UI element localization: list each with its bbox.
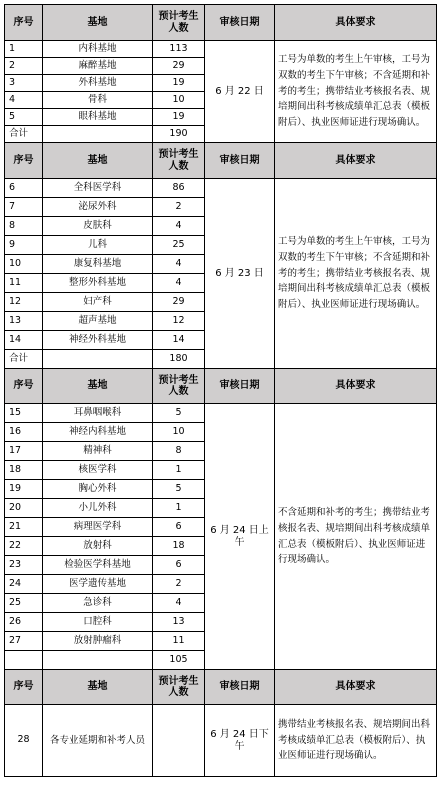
base-cell: 口腔科 bbox=[43, 613, 153, 632]
base-cell: 精神科 bbox=[43, 442, 153, 461]
count-cell: 4 bbox=[153, 274, 205, 293]
base-cell: 神经外科基地 bbox=[43, 331, 153, 350]
count-cell: 4 bbox=[153, 255, 205, 274]
table-header-row bbox=[5, 5, 437, 41]
seq-cell: 15 bbox=[5, 404, 43, 423]
seq-cell: 22 bbox=[5, 537, 43, 556]
base-cell: 儿科 bbox=[43, 236, 153, 255]
count-cell: 4 bbox=[153, 594, 205, 613]
table-row bbox=[5, 41, 437, 58]
base-cell: 超声基地 bbox=[43, 312, 153, 331]
header-requirement: 具体要求 bbox=[275, 5, 437, 41]
table-row bbox=[5, 179, 437, 198]
seq-cell: 11 bbox=[5, 274, 43, 293]
count-cell: 86 bbox=[153, 179, 205, 198]
base-cell: 妇产科 bbox=[43, 293, 153, 312]
base-cell: 麻醉基地 bbox=[43, 58, 153, 75]
count-cell: 5 bbox=[153, 404, 205, 423]
header-requirement: 具体要求 bbox=[275, 143, 437, 179]
seq-cell: 19 bbox=[5, 480, 43, 499]
count-cell: 29 bbox=[153, 58, 205, 75]
seq-cell: 24 bbox=[5, 575, 43, 594]
header-requirement: 具体要求 bbox=[275, 369, 437, 404]
header-count: 预计考生人数 bbox=[153, 369, 205, 404]
base-cell: 医学遗传基地 bbox=[43, 575, 153, 594]
base-cell: 康复科基地 bbox=[43, 255, 153, 274]
seq-cell: 7 bbox=[5, 198, 43, 217]
count-cell: 113 bbox=[153, 41, 205, 58]
header-base: 基地 bbox=[43, 143, 153, 179]
base-cell: 泌尿外科 bbox=[43, 198, 153, 217]
header-requirement: 具体要求 bbox=[275, 670, 437, 705]
base-cell: 皮肤科 bbox=[43, 217, 153, 236]
seq-cell: 28 bbox=[5, 705, 43, 777]
header-date: 审核日期 bbox=[205, 5, 275, 41]
header-date: 审核日期 bbox=[205, 670, 275, 705]
count-cell: 5 bbox=[153, 480, 205, 499]
count-cell: 6 bbox=[153, 556, 205, 575]
count-cell: 11 bbox=[153, 632, 205, 651]
table-row bbox=[5, 705, 437, 777]
date-cell: 6 月 22 日 bbox=[205, 41, 275, 143]
seq-cell: 8 bbox=[5, 217, 43, 236]
base-cell: 内科基地 bbox=[43, 41, 153, 58]
review-schedule-table bbox=[4, 4, 437, 777]
count-cell: 19 bbox=[153, 75, 205, 92]
count-cell: 13 bbox=[153, 613, 205, 632]
count-cell: 8 bbox=[153, 442, 205, 461]
base-cell: 胸心外科 bbox=[43, 480, 153, 499]
seq-cell: 26 bbox=[5, 613, 43, 632]
seq-cell: 17 bbox=[5, 442, 43, 461]
table-header-row bbox=[5, 143, 437, 179]
count-cell: 2 bbox=[153, 198, 205, 217]
base-cell: 放射科 bbox=[43, 537, 153, 556]
count-cell: 14 bbox=[153, 331, 205, 350]
base-cell: 眼科基地 bbox=[43, 109, 153, 126]
seq-cell: 12 bbox=[5, 293, 43, 312]
base-cell: 病理医学科 bbox=[43, 518, 153, 537]
header-base: 基地 bbox=[43, 5, 153, 41]
seq-cell: 20 bbox=[5, 499, 43, 518]
count-cell: 29 bbox=[153, 293, 205, 312]
header-base: 基地 bbox=[43, 369, 153, 404]
header-date: 审核日期 bbox=[205, 369, 275, 404]
count-cell: 2 bbox=[153, 575, 205, 594]
date-cell: 6 月 23 日 bbox=[205, 179, 275, 369]
count-cell: 4 bbox=[153, 217, 205, 236]
header-count: 预计考生人数 bbox=[153, 5, 205, 41]
table-row bbox=[5, 404, 437, 423]
requirement-cell: 不含延期和补考的考生；携带结业考核报名表、规培期间出科考核成绩单汇总表（模板附后）、执业医师证进行现场确认。 bbox=[275, 404, 437, 670]
count-cell: 1 bbox=[153, 499, 205, 518]
seq-cell: 2 bbox=[5, 58, 43, 75]
total-count: 190 bbox=[153, 126, 205, 143]
seq-cell: 10 bbox=[5, 255, 43, 274]
count-cell: 1 bbox=[153, 461, 205, 480]
count-cell: 12 bbox=[153, 312, 205, 331]
header-seq: 序号 bbox=[5, 5, 43, 41]
seq-cell: 13 bbox=[5, 312, 43, 331]
seq-cell: 6 bbox=[5, 179, 43, 198]
seq-cell: 9 bbox=[5, 236, 43, 255]
seq-cell: 18 bbox=[5, 461, 43, 480]
base-cell: 核医学科 bbox=[43, 461, 153, 480]
base-cell: 全科医学科 bbox=[43, 179, 153, 198]
base-cell: 耳鼻咽喉科 bbox=[43, 404, 153, 423]
seq-cell: 16 bbox=[5, 423, 43, 442]
table-header-row bbox=[5, 670, 437, 705]
header-base: 基地 bbox=[43, 670, 153, 705]
base-cell: 整形外科基地 bbox=[43, 274, 153, 293]
base-cell: 骨科 bbox=[43, 92, 153, 109]
base-cell: 小儿外科 bbox=[43, 499, 153, 518]
base-cell: 各专业延期和补考人员 bbox=[43, 705, 153, 777]
empty-cell bbox=[5, 651, 43, 670]
date-cell: 6 月 24 日上午 bbox=[205, 404, 275, 670]
requirement-cell: 工号为单数的考生上午审核，工号为双数的考生下午审核；不含延期和补考的考生；携带结业考核报名表、规培期间出科考核成绩单汇总表（模板附后）、执业医师证进行现场确认。 bbox=[275, 41, 437, 143]
header-seq: 序号 bbox=[5, 670, 43, 705]
count-cell bbox=[153, 705, 205, 777]
seq-cell: 27 bbox=[5, 632, 43, 651]
date-cell: 6 月 24 日下午 bbox=[205, 705, 275, 777]
count-cell: 10 bbox=[153, 92, 205, 109]
base-cell: 检验医学科基地 bbox=[43, 556, 153, 575]
seq-cell: 4 bbox=[5, 92, 43, 109]
empty-cell bbox=[43, 651, 153, 670]
requirement-cell: 工号为单数的考生上午审核，工号为双数的考生下午审核；不含延期和补考的考生；携带结业考核报名表、规培期间出科考核成绩单汇总表（模板附后）、执业医师证进行现场确认。 bbox=[275, 179, 437, 369]
empty-cell bbox=[43, 350, 153, 369]
table-header-row bbox=[5, 369, 437, 404]
header-date: 审核日期 bbox=[205, 143, 275, 179]
total-count: 105 bbox=[153, 651, 205, 670]
seq-cell: 3 bbox=[5, 75, 43, 92]
base-cell: 外科基地 bbox=[43, 75, 153, 92]
total-label: 合计 bbox=[5, 126, 43, 143]
header-count: 预计考生人数 bbox=[153, 670, 205, 705]
base-cell: 放射肿瘤科 bbox=[43, 632, 153, 651]
seq-cell: 25 bbox=[5, 594, 43, 613]
base-cell: 急诊科 bbox=[43, 594, 153, 613]
header-seq: 序号 bbox=[5, 369, 43, 404]
total-label: 合计 bbox=[5, 350, 43, 369]
seq-cell: 21 bbox=[5, 518, 43, 537]
seq-cell: 5 bbox=[5, 109, 43, 126]
seq-cell: 1 bbox=[5, 41, 43, 58]
count-cell: 25 bbox=[153, 236, 205, 255]
header-seq: 序号 bbox=[5, 143, 43, 179]
empty-cell bbox=[43, 126, 153, 143]
base-cell: 神经内科基地 bbox=[43, 423, 153, 442]
count-cell: 18 bbox=[153, 537, 205, 556]
count-cell: 19 bbox=[153, 109, 205, 126]
seq-cell: 14 bbox=[5, 331, 43, 350]
requirement-cell: 携带结业考核报名表、规培期间出科考核成绩单汇总表（模板附后）、执业医师证进行现场确认。 bbox=[275, 705, 437, 777]
header-count: 预计考生人数 bbox=[153, 143, 205, 179]
seq-cell: 23 bbox=[5, 556, 43, 575]
total-count: 180 bbox=[153, 350, 205, 369]
count-cell: 6 bbox=[153, 518, 205, 537]
count-cell: 10 bbox=[153, 423, 205, 442]
